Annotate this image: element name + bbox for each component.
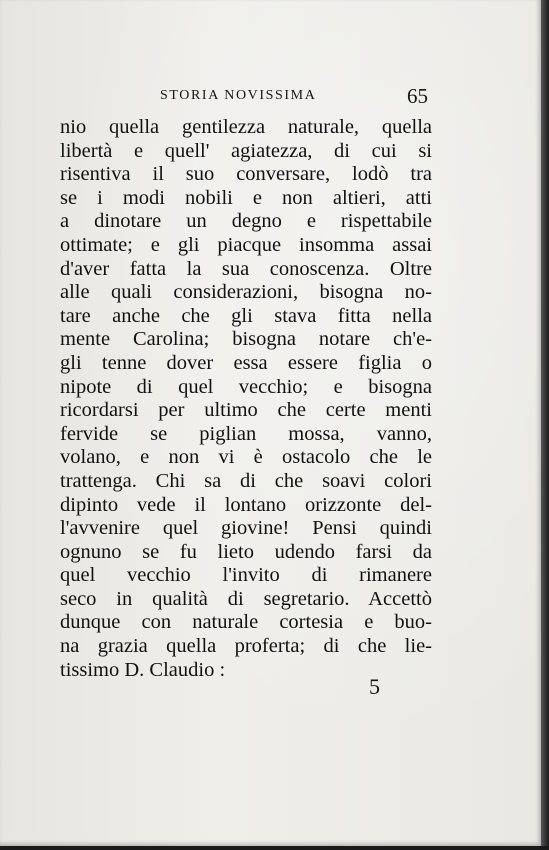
text-line: quel vecchio l'invito di rimanere xyxy=(60,564,432,587)
text-line: nipote di quel vecchio; e bisogna xyxy=(60,375,432,398)
text-line: l'avvenire quel giovine! Pensi quindi xyxy=(60,517,432,540)
text-line: nio quella gentilezza naturale, quella xyxy=(60,116,432,138)
text-line: libertà e quell' agiatezza, di cui si xyxy=(60,139,432,162)
text-line: dunque con naturale cortesia e buo- xyxy=(60,611,432,634)
text-line: ognuno se fu lieto udendo farsi da xyxy=(60,540,432,563)
text-line: mente Carolina; bisogna notare ch'e- xyxy=(60,328,432,351)
text-line: seco in qualità di segretario. Accettò xyxy=(60,587,432,610)
text-line: dipinto vede il lontano orizzonte del- xyxy=(60,493,432,516)
body-text xyxy=(60,116,432,682)
text-line: d'aver fatta la sua conoscenza. Oltre xyxy=(60,257,432,280)
text-line: trattenga. Chi sa di che soavi colori xyxy=(60,469,432,492)
running-title: STORIA NOVISSIMA xyxy=(160,88,317,103)
text-line: tissimo D. Claudio : xyxy=(60,658,226,681)
text-line: alle quali considerazioni, bisogna no- xyxy=(60,281,432,304)
text-line: a dinotare un degno e rispettabile xyxy=(60,210,432,233)
text-line: na grazia quella proferta; di che lie- xyxy=(60,635,432,658)
text-line: risentiva il suo conversare, lodò tra xyxy=(60,163,432,186)
text-line: ricordarsi per ultimo che certe menti xyxy=(60,399,432,422)
page-number: 65 xyxy=(407,84,428,108)
text-line: se i modi nobili e non altieri, atti xyxy=(60,186,432,209)
text-line: tare anche che gli stava fitta nella xyxy=(60,304,432,327)
text-line: ottimate; e gli piacque insomma assai xyxy=(60,233,432,256)
text-line: gli tenne dover essa essere figlia o xyxy=(60,351,432,374)
page-edge-shadow xyxy=(541,0,549,850)
signature-mark: 5 xyxy=(369,674,380,699)
text-line: fervide se piglian mossa, vanno, xyxy=(60,422,432,445)
page-bottom-edge xyxy=(0,846,549,850)
text-line: volano, e non vi è ostacolo che le xyxy=(60,446,432,469)
